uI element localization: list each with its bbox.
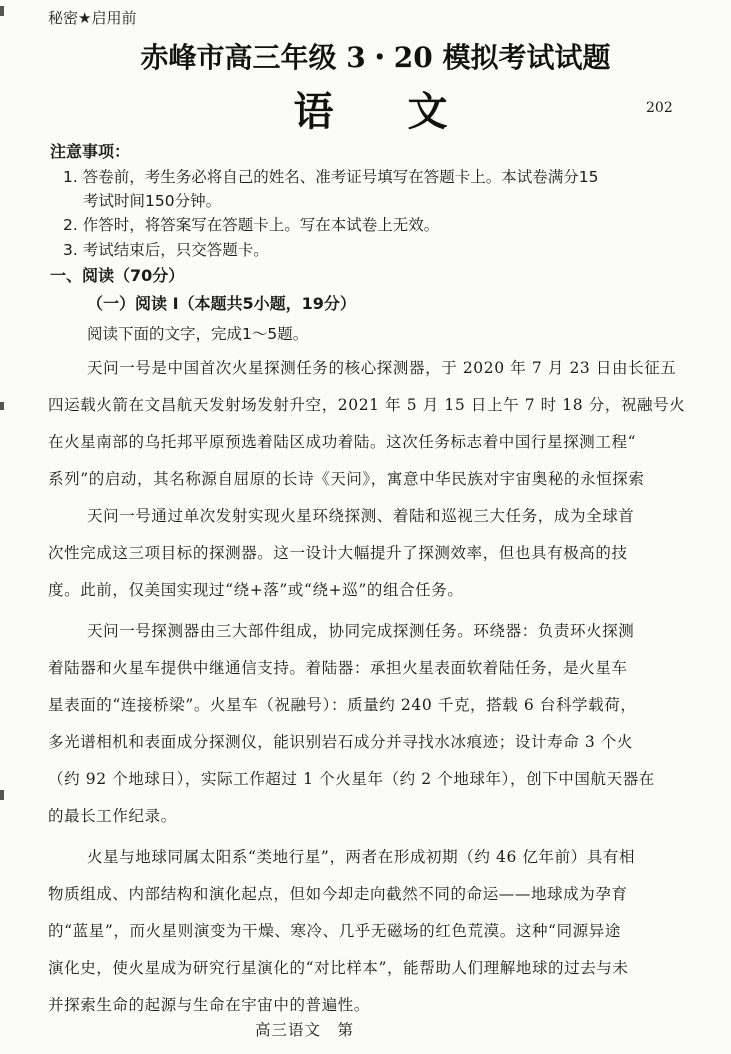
notice-heading: 注意事项： <box>50 142 131 161</box>
passage-line: 度。此前，仅美国实现过“绕+落”或“绕+巡”的组合任务。 <box>48 581 464 599</box>
notice-item: 2. 作答时，将答案写在答题卡上。写在本试卷上无效。 <box>63 216 440 234</box>
passage-line: 天问一号是中国首次火星探测任务的核心探测器，于 2020 年 7 月 23 日由长征五 <box>87 359 677 377</box>
passage-line: 天问一号通过单次发射实现火星环绕探测、着陆和巡视三大任务，成为全球首 <box>87 507 635 525</box>
left-edge-mark <box>0 790 4 800</box>
section-sub-heading: （一）阅读 I（本题共5小题，19分） <box>87 294 356 313</box>
confidential-label: 秘密★启用前 <box>48 9 137 27</box>
reading-instruction: 阅读下面的文字，完成1～5题。 <box>87 325 309 343</box>
passage-line: 并探索生命的起源与生命在宇宙中的普遍性。 <box>48 996 371 1014</box>
corner-year: 202 <box>646 100 673 116</box>
notice-item: 考试时间150分钟。 <box>83 192 222 210</box>
passage-line: 演化史，使火星成为研究行星演化的“对比样本”，能帮助人们理解地球的过去与未 <box>48 959 629 977</box>
subject-title: 语 文 <box>293 88 478 135</box>
notice-item: 3. 考试结束后，只交答题卡。 <box>63 241 269 259</box>
passage-line: 系列”的启动，其名称源自屈原的长诗《天问》，寓意中华民族对宇宙奥秘的永恒探索 <box>48 470 645 488</box>
passage-line: 着陆器和火星车提供中继通信支持。着陆器：承担火星表面软着陆任务，是火星车 <box>48 659 628 677</box>
left-edge-mark <box>0 402 4 410</box>
exam-title: 赤峰市高三年级 3・20 模拟考试试题 <box>140 41 611 74</box>
page-footer: 高三语文 第 <box>255 1021 355 1039</box>
passage-line: 天问一号探测器由三大部件组成，协同完成探测任务。环绕器：负责环火探测 <box>87 622 635 640</box>
passage-line: 四运载火箭在文昌航天发射场发射升空，2021 年 5 月 15 日上午 7 时 18 分，祝融号火 <box>48 396 686 414</box>
left-edge-mark <box>0 6 4 16</box>
passage-line: 的最长工作纪录。 <box>48 807 177 825</box>
passage-line: （约 92 个地球日），实际工作超过 1 个火星年（约 2 个地球年），创下中国航天器在 <box>48 770 655 788</box>
passage-line: 的“蓝星”，而火星则演变为干燥、寒冷、几乎无磁场的红色荒漠。这种“同源异途 <box>48 922 621 940</box>
passage-line: 在火星南部的乌托邦平原预选着陆区成功着陆。这次任务标志着中国行星探测工程“ <box>48 433 637 451</box>
section-heading: 一、阅读（70分） <box>50 266 185 285</box>
notice-item: 1. 答卷前，考生务必将自己的姓名、准考证号填写在答题卡上。本试卷满分15 <box>63 168 599 186</box>
passage-line: 多光谱相机和表面成分探测仪，能识别岩石成分并寻找水冰痕迹；设计寿命 3 个火 <box>48 733 634 751</box>
passage-line: 物质组成、内部结构和演化起点，但如今却走向截然不同的命运——地球成为孕育 <box>48 885 628 903</box>
passage-line: 次性完成这三项目标的探测器。这一设计大幅提升了探测效率，但也具有极高的技 <box>48 544 628 562</box>
passage-line: 星表面的“连接桥梁”。火星车（祝融号）：质量约 240 千克，搭载 6 台科学载荷， <box>48 696 637 714</box>
passage-line: 火星与地球同属太阳系“类地行星”，两者在形成初期（约 46 亿年前）具有相 <box>87 848 636 866</box>
